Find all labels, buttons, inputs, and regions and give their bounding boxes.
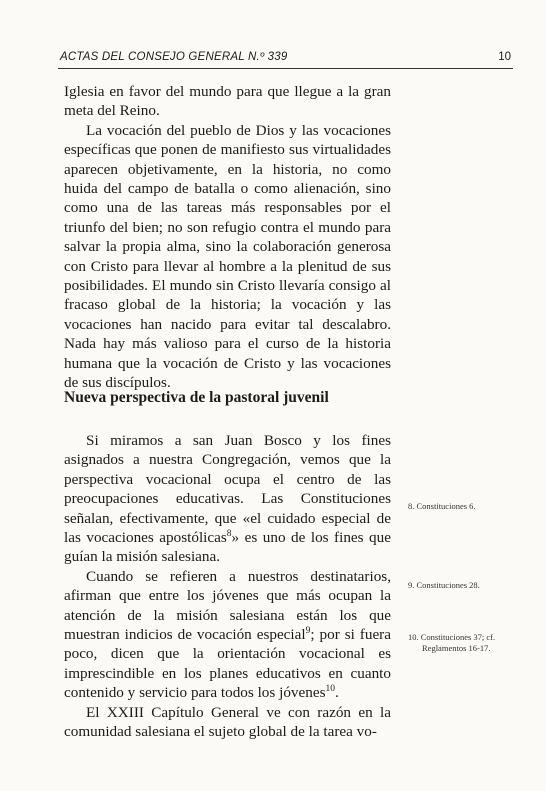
paragraph-text: Cuando se refieren a nuestros destinatarios, afirman que entre los jóvenes que más ocupan la atención de la misión salesiana están los que muestran indicios de vocación especial: [64, 567, 391, 644]
margin-note-10: [408, 632, 508, 653]
paragraph-text: » es uno de los fines que guían la misión salesiana.: [64, 529, 391, 566]
page-header: [58, 50, 513, 69]
note-line: 10. Constituciones 37; cf.: [408, 632, 496, 642]
paragraph: Iglesia en favor del mundo para que llegue a la gran meta del Reino.: [64, 83, 391, 120]
section-intro: [64, 82, 391, 393]
paragraph-text: Si miramos a san Juan Bosco y los fines asignados a nuestra Congregación, vemos que la perspectiva vocacional ocupa el centro de las preocupaciones educativas. Las Constituciones señalan, efectivamente, que «el cuidado especial de las vocaciones apostólicas: [64, 432, 391, 547]
paragraph: [64, 567, 391, 703]
paragraph-text: .: [335, 684, 339, 702]
running-title: ACTAS DEL CONSEJO GENERAL N.º 339: [60, 51, 288, 63]
footnote-ref: 10: [325, 684, 336, 695]
footnote-ref: 8: [226, 528, 232, 539]
paragraph: [64, 431, 391, 567]
paragraph-text: ; por si fuera poco, dicen que la orientación vocacional es imprescindible en los planes educativos en cuanto contenido y servicio para todos los jóvenes: [64, 626, 391, 702]
section-heading: Nueva perspectiva de la pastoral juvenil: [64, 389, 329, 406]
paragraph: El XXIII Capítulo General ve con razón en la comunidad salesiana el sujeto global de la tarea vo-: [64, 703, 391, 741]
paragraph: La vocación del pueblo de Dios y las vocaciones específicas que ponen de manifiesto sus virtualidades aparecen objetivamente, en la historia, no como huida del campo de batalla o como alienación, sino como una de las tareas más responsables por el triunfo del bien; no son refugio contra el mundo para salvar la propia alma, sino la colaboración generosa con Cristo para llevar al hombre a la plenitud de sus posibilidades. El mundo sin Cristo llevaría consigo al fracaso global de la historia; la vocación y las vocaciones han nacido para evitar tal descalabro. Nada hay más valioso para el curso de la historia humana que la vocación de Cristo y las vocaciones de sus discípulos.: [64, 121, 391, 392]
margin-note-9: 9. Constituciones 28.: [408, 580, 480, 590]
note-line: Reglamentos 16-17.: [422, 642, 491, 653]
footnote-ref: 9: [305, 626, 311, 636]
section-body: [64, 431, 391, 742]
margin-note-8: 8. Constituciones 6.: [408, 501, 476, 511]
page-number: 10: [498, 51, 511, 63]
